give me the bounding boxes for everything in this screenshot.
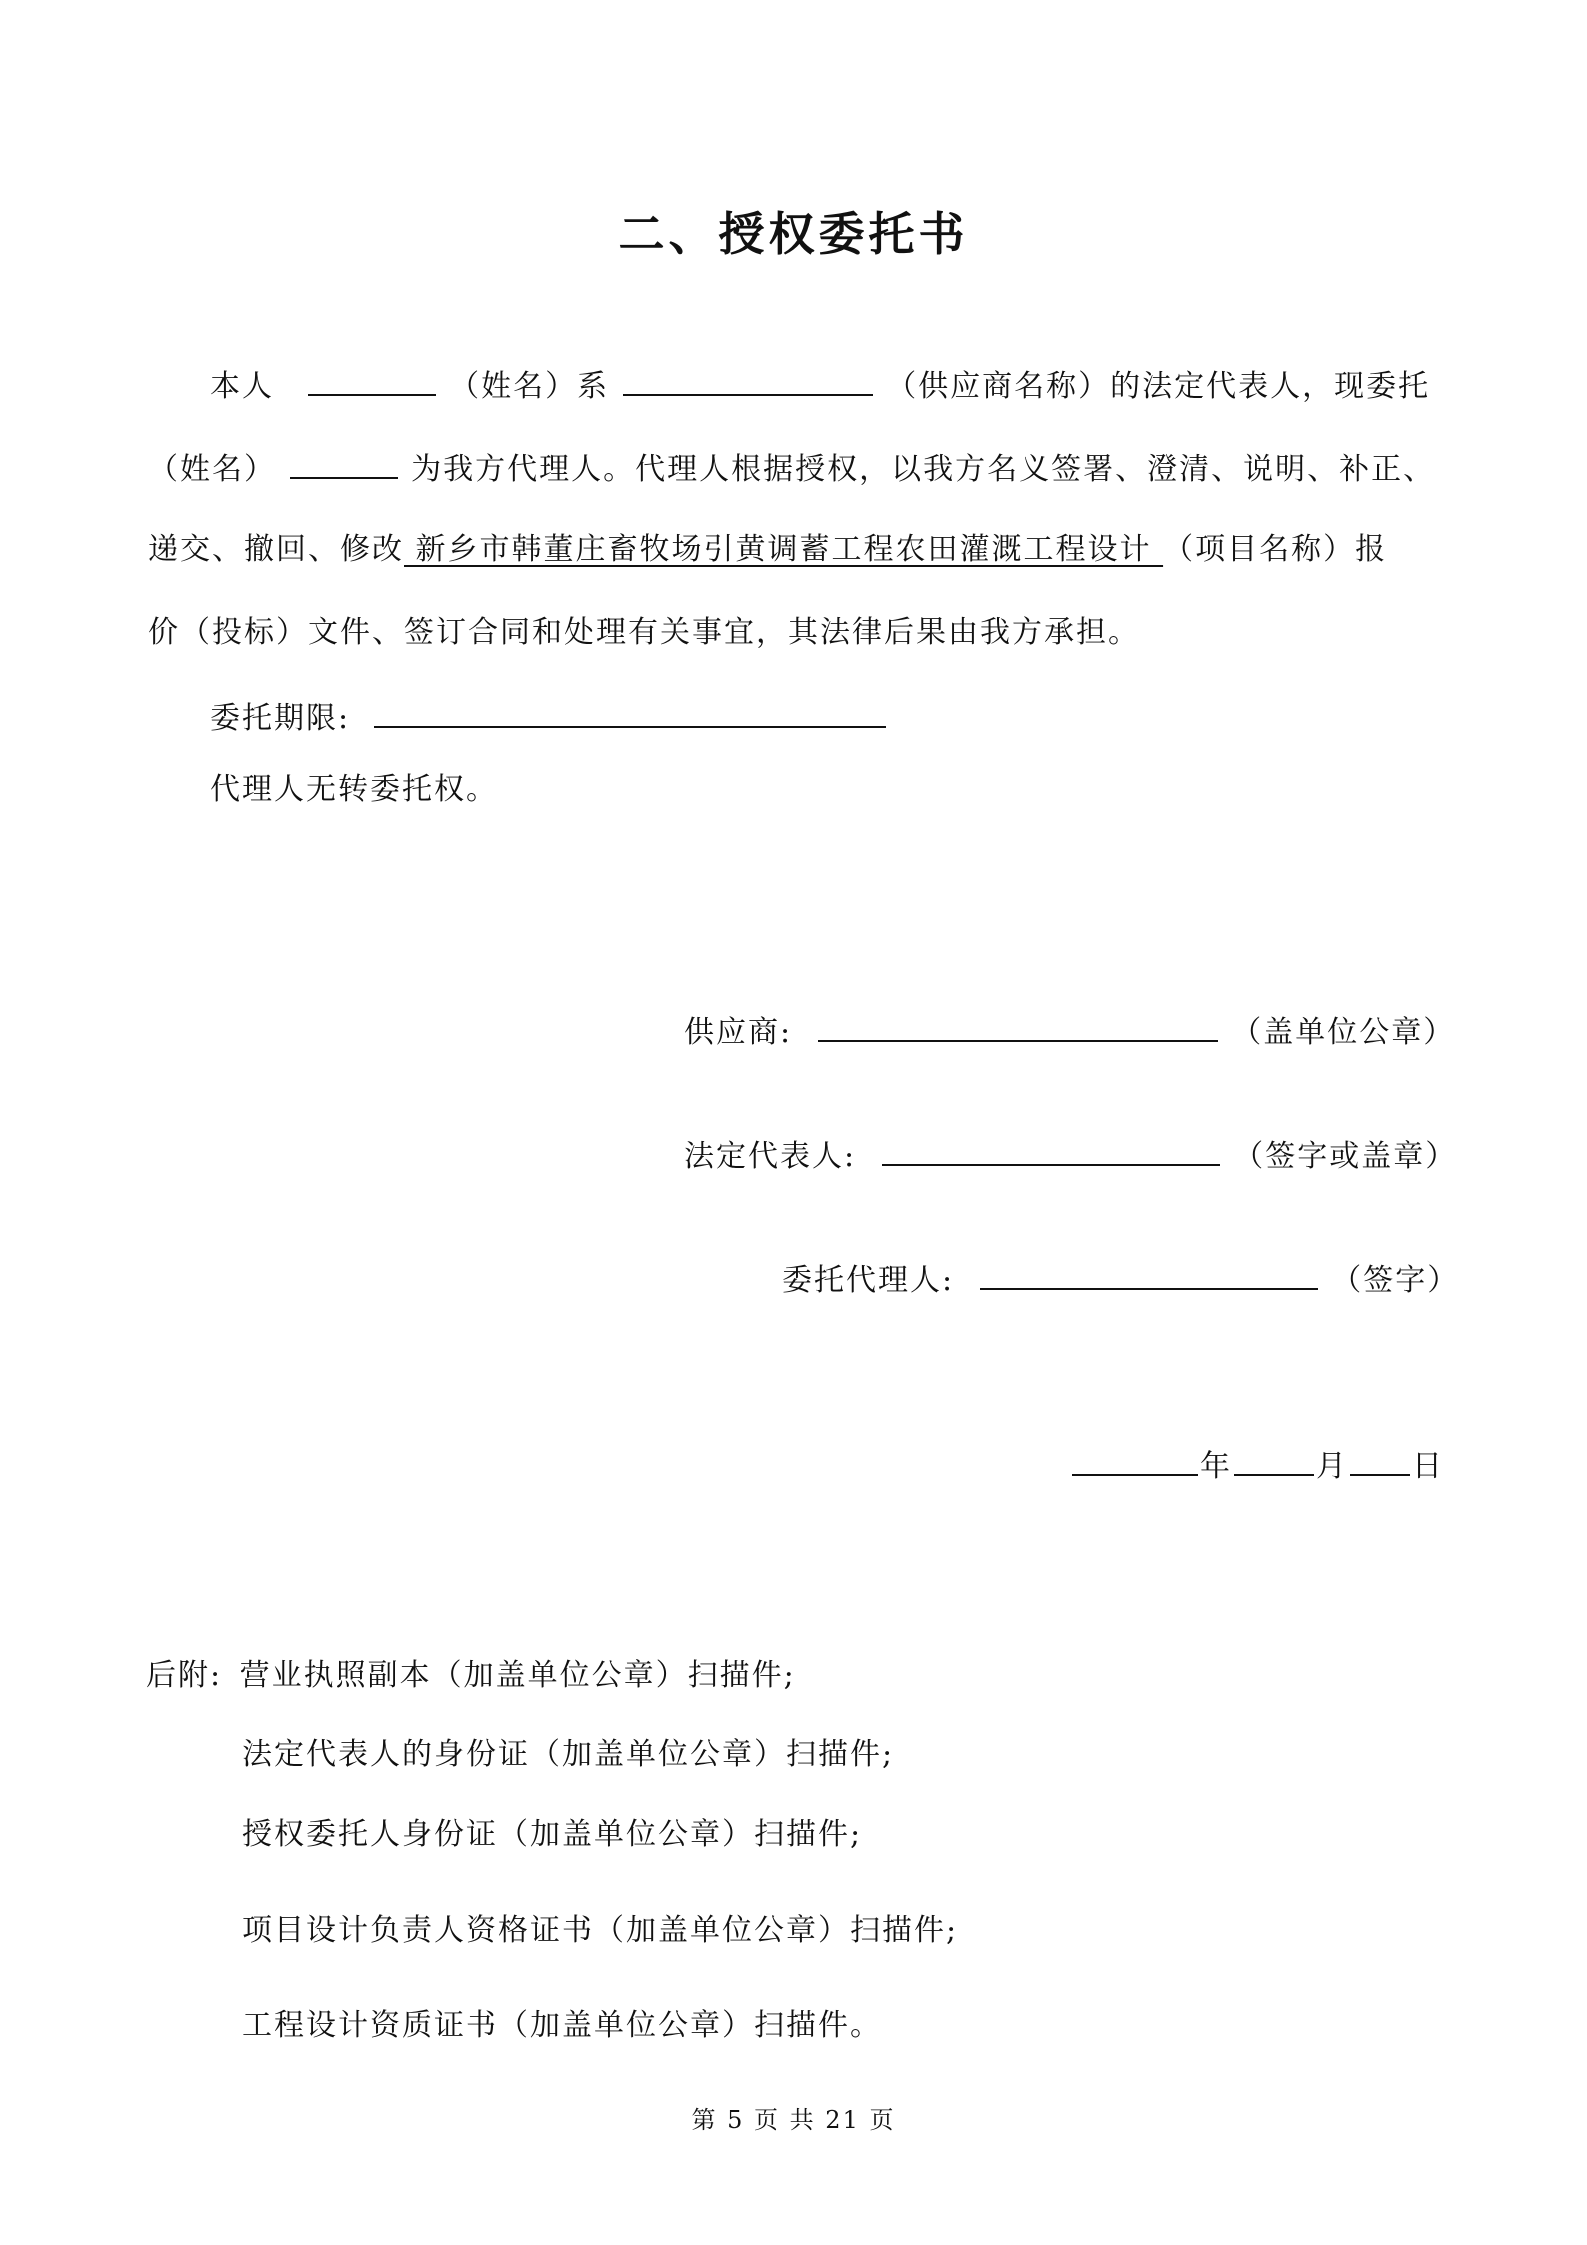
- supplier-note: （盖单位公章）: [1231, 1015, 1456, 1050]
- name-blank: [308, 364, 436, 396]
- term-blank: [374, 696, 886, 728]
- project-name: 新乡市韩董庄畜牧场引黄调蓄工程农田灌溉工程设计: [404, 532, 1164, 567]
- attachment-item: 项目设计负责人资格证书（加盖单位公章）扫描件;: [242, 1913, 959, 1948]
- supplier-label: 供应商:: [684, 1015, 793, 1050]
- attachments-label: 后附:: [146, 1658, 223, 1693]
- text-segment: （项目名称）报: [1163, 532, 1388, 567]
- month-label: 月: [1316, 1449, 1348, 1484]
- text-segment: （供应商名称）的法定代表人，现委托: [886, 369, 1431, 404]
- agent-signature-line: [782, 1258, 1459, 1301]
- text-segment: 本人: [210, 369, 274, 404]
- supplier-signature-line: [684, 1010, 1455, 1053]
- supplier-name-blank: [623, 364, 873, 396]
- text-segment: （姓名）系: [449, 369, 610, 404]
- date-line: [1070, 1444, 1444, 1487]
- supplier-blank: [818, 1010, 1218, 1042]
- page-number-footer: 第 5 页 共 21 页: [691, 2106, 896, 2134]
- text-segment: 递交、撤回、修改: [148, 532, 404, 567]
- paragraph-line-3: [148, 530, 1387, 570]
- no-transfer-text: 代理人无转委托权。: [210, 772, 498, 807]
- paragraph-line-1: [210, 364, 1430, 407]
- paragraph-line-4: 价（投标）文件、签订合同和处理有关事宜，其法律后果由我方承担。: [148, 615, 1140, 650]
- year-label: 年: [1200, 1449, 1232, 1484]
- attachment-item: 法定代表人的身份证（加盖单位公章）扫描件;: [242, 1737, 895, 1772]
- legal-rep-note: （签字或盖章）: [1233, 1139, 1458, 1174]
- paragraph-line-2: [148, 447, 1435, 490]
- year-blank: [1072, 1444, 1198, 1476]
- attachment-item: 营业执照副本（加盖单位公章）扫描件;: [239, 1658, 796, 1693]
- legal-rep-blank: [882, 1134, 1220, 1166]
- page-title: 二、授权委托书: [618, 207, 969, 261]
- legal-rep-label: 法定代表人:: [684, 1139, 857, 1174]
- agent-label: 委托代理人:: [782, 1263, 955, 1298]
- text-segment: （姓名）: [148, 452, 276, 487]
- agent-blank: [980, 1258, 1318, 1290]
- month-blank: [1234, 1444, 1314, 1476]
- attachments-first-line: [146, 1656, 796, 1696]
- attachment-item: 授权委托人身份证（加盖单位公章）扫描件;: [242, 1817, 863, 1852]
- day-blank: [1350, 1444, 1410, 1476]
- agent-name-blank: [290, 447, 398, 479]
- attachment-item: 工程设计资质证书（加盖单位公章）扫描件。: [242, 2008, 882, 2043]
- legal-rep-signature-line: [684, 1134, 1457, 1177]
- text-segment: 为我方代理人。代理人根据授权，以我方名义签署、澄清、说明、补正、: [411, 452, 1436, 487]
- agent-note: （签字）: [1331, 1263, 1460, 1298]
- term-label: 委托期限:: [210, 701, 351, 736]
- day-label: 日: [1412, 1449, 1444, 1484]
- term-line: [210, 696, 888, 739]
